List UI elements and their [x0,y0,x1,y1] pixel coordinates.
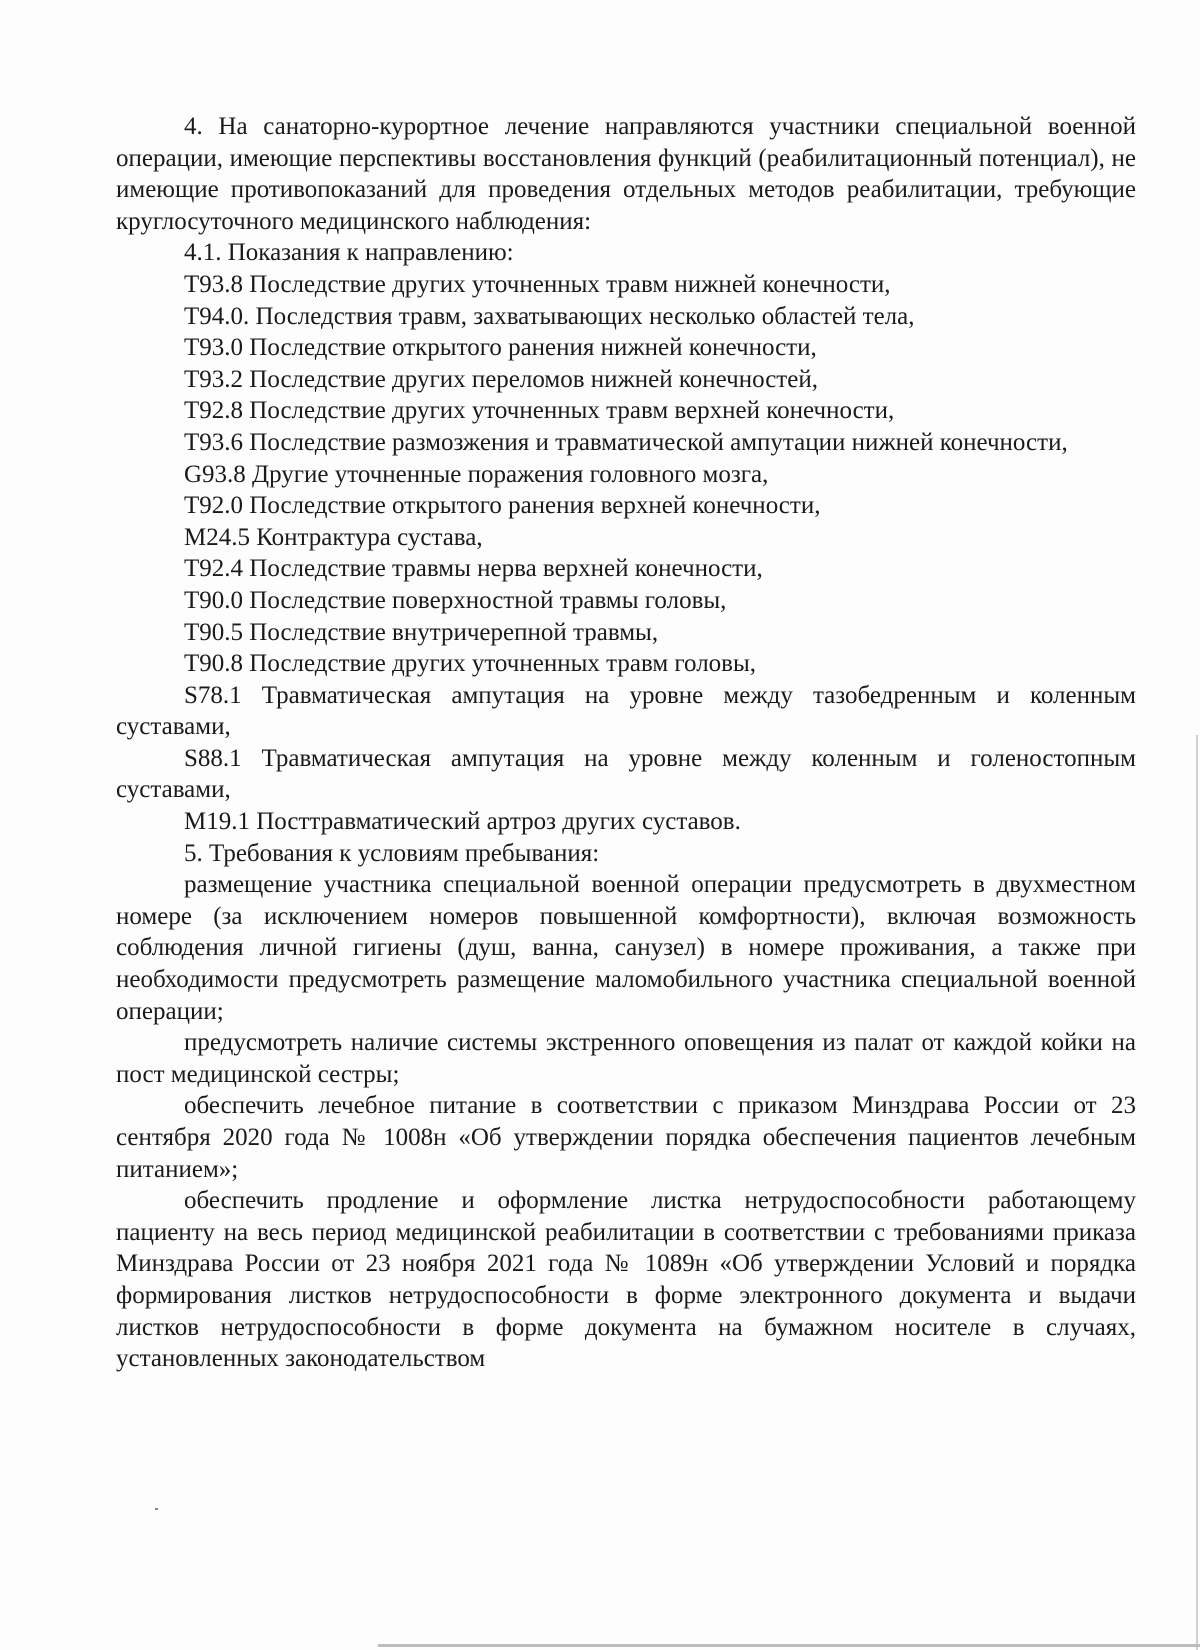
condition-paragraph: предусмотреть наличие системы экстренного оповещения из палат от каждой койки на пост медицинской сестры; [116,1029,1136,1088]
diagnosis-item: M24.5 Контрактура сустава, [184,523,483,551]
indications-heading: 4.1. Показания к направлению: [184,239,514,267]
condition-paragraph: обеспечить лечебное питание в соответствии с приказом Минздрава России от 23 сентября 2020 года № 1008н «Об утверждении порядка обеспечения пациентов лечебным питанием»; [116,1092,1136,1183]
diagnosis-item: S78.1 Травматическая ампутация на уровне между тазобедренным и коленным суставами, [116,681,1136,741]
conditions-heading: 5. Требования к условиям пребывания: [184,839,600,867]
diagnosis-item: T90.0 Последствие поверхностной травмы головы, [184,586,727,614]
diagnosis-item: T92.8 Последствие других уточненных травм верхней конечности, [184,397,895,425]
diagnosis-item: G93.8 Другие уточненные поражения головного мозга, [184,460,769,488]
condition-paragraph: обеспечить продление и оформление листка нетрудоспособности работающему пациенту на весь период медицинской реабилитации в соответствии с требованиями приказа Минздрава России от 23 ноября 2021 года № 1089н «Об утверждении Условий и порядка формирования листков нетрудоспособности в форме электронного документа и выдачи листков нетрудоспособности в форме документа на бумажном носителе в случаях, установленных законодательством [116,1187,1136,1373]
diagnosis-item: T92.4 Последствие травмы нерва верхней конечности, [184,555,763,583]
diagnosis-item: T93.2 Последствие других переломов нижней конечностей, [184,365,818,393]
diagnosis-item: T93.0 Последствие открытого ранения нижней конечности, [184,334,817,362]
diagnosis-item: M19.1 Посттравматический артроз других суставов. [184,808,741,836]
intro-paragraph: 4. На санаторно-курортное лечение направляются участники специальной военной операции, имеющие перспективы восстановления функций (реабилитационный потенциал), не имеющие противопоказаний для проведения отдельных методов реабилитации, требующие круглосуточного медицинского наблюдения: [116,113,1136,235]
diagnosis-item: T92.0 Последствие открытого ранения верхней конечности, [184,492,821,520]
scan-bottom-shadow [378,1644,1200,1647]
diagnosis-item: T94.0. Последствия травм, захватывающих несколько областей тела, [184,302,915,330]
diagnosis-item: T90.5 Последствие внутричерепной травмы, [184,618,659,646]
scan-edge-shadow [1196,735,1198,1650]
document-body [116,111,1136,1375]
scan-speck [155,1508,158,1510]
diagnosis-item: T93.8 Последствие других уточненных травм нижней конечности, [184,270,891,298]
condition-paragraph: размещение участника специальной военной операции предусмотреть в двухместном номере (за исключением номеров повышенной комфортности), включая возможность соблюдения личной гигиены (душ, ванна, санузел) в номере проживания, а также при необходимости предусмотреть размещение маломобильного участника специальной военной операции; [116,871,1136,1025]
diagnosis-item: T93.6 Последствие размозжения и травматической ампутации нижней конечности, [184,428,1068,456]
diagnosis-item: S88.1 Травматическая ампутация на уровне между коленным и голеностопным суставами, [116,744,1136,804]
diagnosis-item: T90.8 Последствие других уточненных травм головы, [184,650,757,678]
